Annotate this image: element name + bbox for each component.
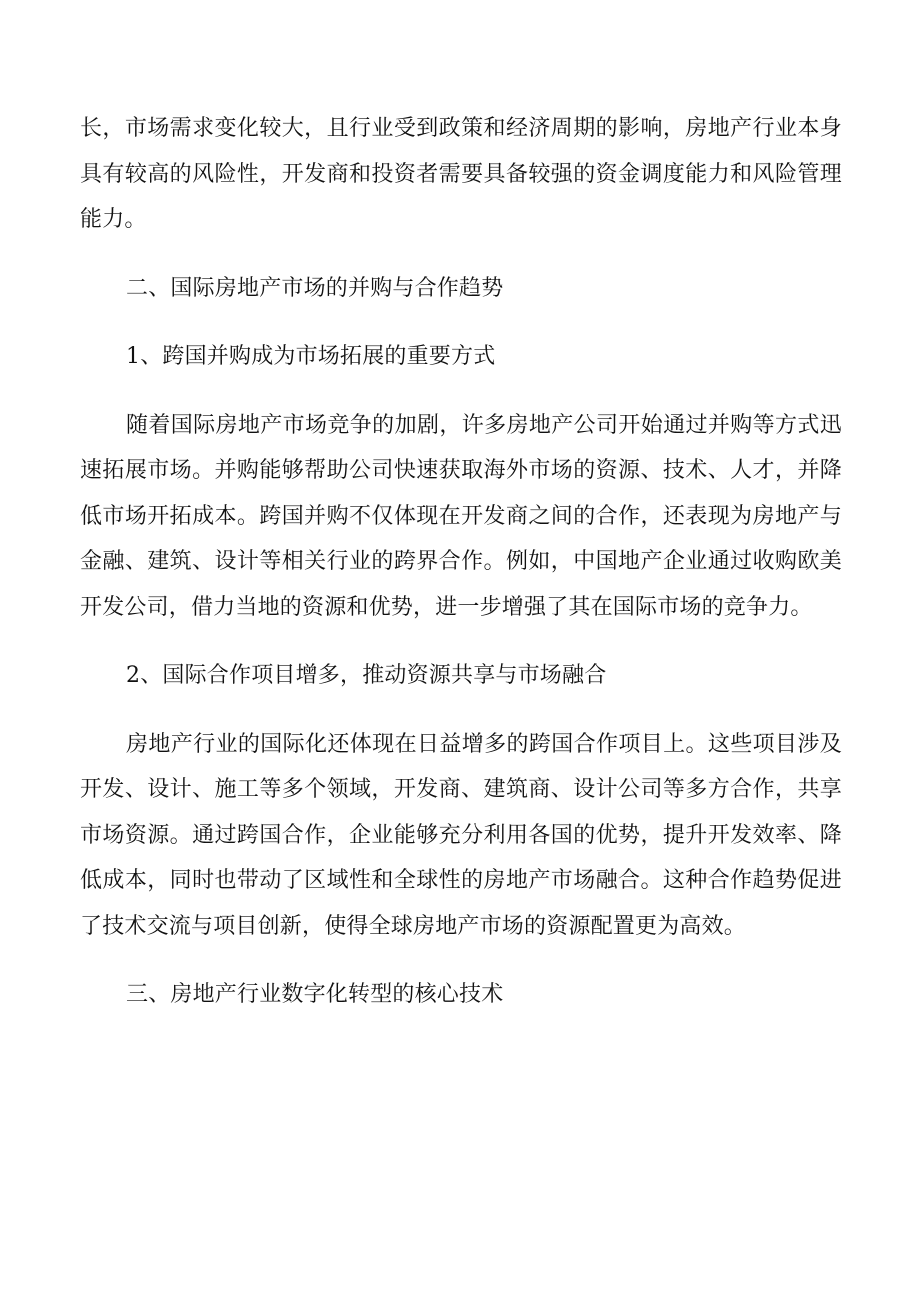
- continued-paragraph: 长，市场需求变化较大，且行业受到政策和经济周期的影响，房地产行业本身具有较高的风险性，开发商和投资者需要具备较强的资金调度能力和风险管理能力。: [80, 116, 842, 232]
- cooperation-paragraph: 房地产行业的国际化还体现在日益增多的跨国合作项目上。这些项目涉及开发、设计、施工等多个领域，开发商、建筑商、设计公司等多方合作，共享市场资源。通过跨国合作，企业能够充分利用各国的优势，提升开发效率、降低成本，同时也带动了区域性和全球性的房地产市场融合。这种合作趋势促进了技术交流与项目创新，使得全球房地产市场的资源配置更为高效。: [80, 731, 842, 939]
- document-body: [80, 106, 842, 1018]
- section-heading-3: 三、房地产行业数字化转型的核心技术: [126, 982, 504, 1007]
- section-heading-2: 二、国际房地产市场的并购与合作趋势: [126, 275, 504, 301]
- sub-heading-1: 1、跨国并购成为市场拓展的重要方式: [126, 344, 496, 369]
- sub-heading-2: 2、国际合作项目增多，推动资源共享与市场融合: [126, 663, 607, 688]
- mergers-paragraph: 随着国际房地产市场竞争的加剧，许多房地产公司开始通过并购等方式迅速拓展市场。并购能够帮助公司快速获取海外市场的资源、技术、人才，并降低市场开拓成本。跨国并购不仅体现在开发商之间的合作，还表现为房地产与金融、建筑、设计等相关行业的跨界合作。例如，中国地产企业通过收购欧美开发公司，借力当地的资源和优势，进一步增强了其在国际市场的竞争力。: [80, 412, 842, 620]
